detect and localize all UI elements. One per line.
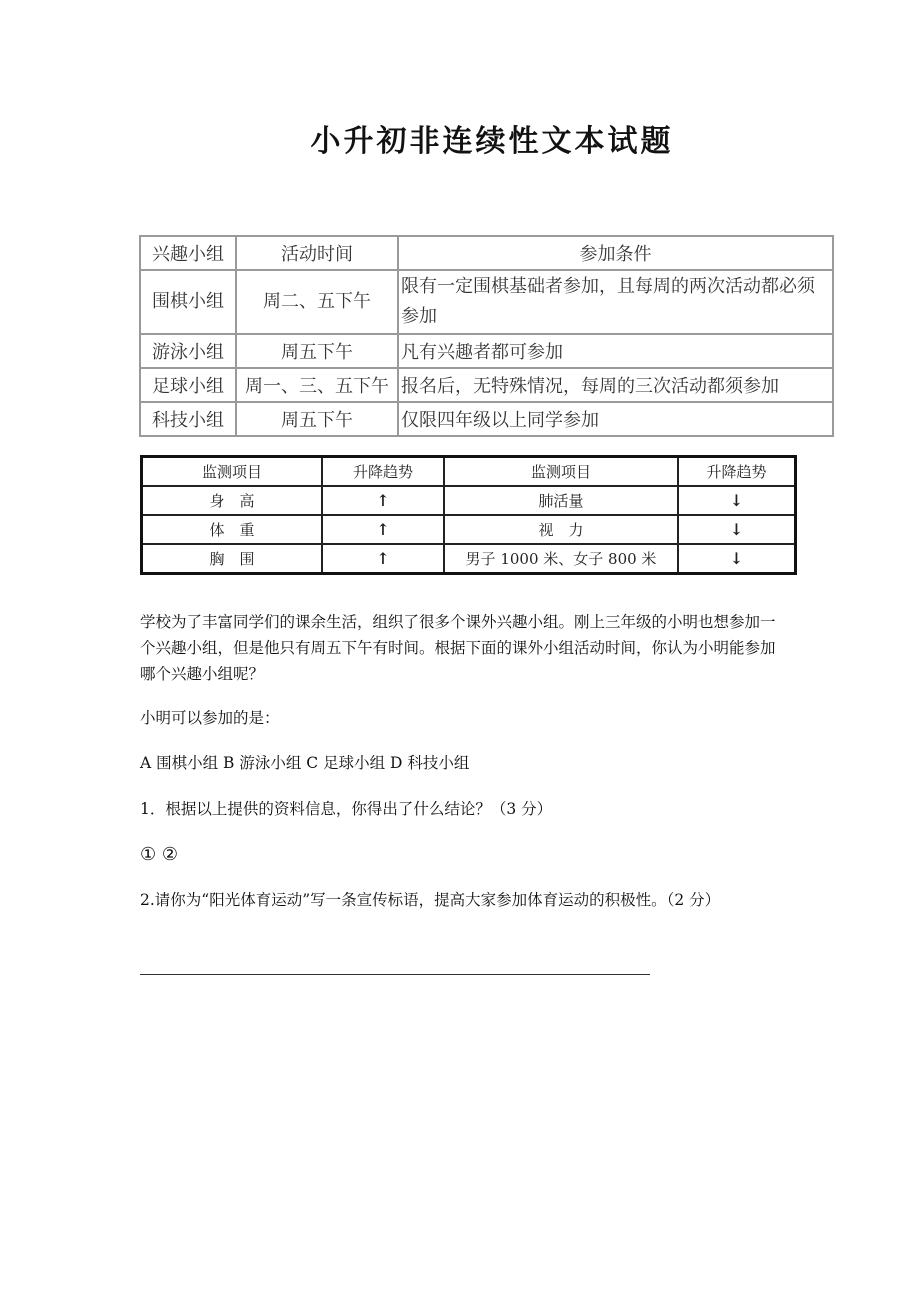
table-row bbox=[140, 402, 833, 436]
answer-options: A 围棋小组 B 游泳小组 C 足球小组 D 科技小组 bbox=[140, 754, 470, 772]
table-row bbox=[142, 486, 796, 515]
down-arrow-icon: ↓ bbox=[678, 544, 796, 574]
time-cell: 周一、三、五下午 bbox=[236, 368, 398, 402]
item-cell: 体 重 bbox=[142, 515, 323, 544]
question-text: 小明可以参加的是： bbox=[140, 709, 280, 727]
up-arrow-icon: ↑ bbox=[322, 486, 444, 515]
table-row bbox=[140, 368, 833, 402]
time-cell: 周二、五下午 bbox=[236, 270, 398, 334]
group-name-cell: 围棋小组 bbox=[140, 270, 236, 334]
header-cell: 监测项目 bbox=[142, 457, 323, 487]
condition-cell: 报名后，无特殊情况，每周的三次活动都须参加 bbox=[398, 368, 833, 402]
time-cell: 周五下午 bbox=[236, 334, 398, 368]
item-cell: 身 高 bbox=[142, 486, 323, 515]
question-1: 1．根据以上提供的资料信息，你得出了什么结论？（3 分） bbox=[140, 800, 553, 818]
question-2: 2.请你为“阳光体育运动”写一条宣传标语，提高大家参加体育运动的积极性。（2 分） bbox=[140, 891, 721, 909]
table-row bbox=[140, 334, 833, 368]
down-arrow-icon: ↓ bbox=[678, 515, 796, 544]
intro-paragraph: 学校为了丰富同学们的课余生活，组织了很多个课外兴趣小组。刚上三年级的小明也想参加一个兴趣小组，但是他只有周五下午有时间。根据下面的课外小组活动时间，你认为小明能参加哪个兴趣小组呢？ bbox=[140, 613, 776, 683]
interest-group-table bbox=[139, 235, 834, 437]
header-cell: 兴趣小组 bbox=[140, 236, 236, 270]
page-title: 小升初非连续性文本试题 bbox=[310, 124, 674, 159]
table-row bbox=[142, 544, 796, 574]
time-cell: 周五下午 bbox=[236, 402, 398, 436]
group-name-cell: 足球小组 bbox=[140, 368, 236, 402]
item-cell: 男子 1000 米、女子 800 米 bbox=[444, 544, 678, 574]
group-name-cell: 游泳小组 bbox=[140, 334, 236, 368]
up-arrow-icon: ↑ bbox=[322, 544, 444, 574]
table-row bbox=[142, 515, 796, 544]
condition-cell: 限有一定围棋基础者参加，且每周的两次活动都必须参加 bbox=[398, 270, 833, 334]
header-cell: 参加条件 bbox=[398, 236, 833, 270]
item-cell: 胸 围 bbox=[142, 544, 323, 574]
table-header-row bbox=[140, 236, 833, 270]
condition-cell: 仅限四年级以上同学参加 bbox=[398, 402, 833, 436]
down-arrow-icon: ↓ bbox=[678, 486, 796, 515]
question-1-marks: ① ② bbox=[140, 844, 178, 865]
fitness-trend-table bbox=[140, 455, 797, 575]
item-cell: 视 力 bbox=[444, 515, 678, 544]
table-row bbox=[140, 270, 833, 334]
condition-cell: 凡有兴趣者都可参加 bbox=[398, 334, 833, 368]
header-cell: 活动时间 bbox=[236, 236, 398, 270]
header-cell: 升降趋势 bbox=[322, 457, 444, 487]
item-cell: 肺活量 bbox=[444, 486, 678, 515]
table-header-row bbox=[142, 457, 796, 487]
header-cell: 升降趋势 bbox=[678, 457, 796, 487]
answer-line bbox=[140, 974, 650, 975]
group-name-cell: 科技小组 bbox=[140, 402, 236, 436]
header-cell: 监测项目 bbox=[444, 457, 678, 487]
up-arrow-icon: ↑ bbox=[322, 515, 444, 544]
